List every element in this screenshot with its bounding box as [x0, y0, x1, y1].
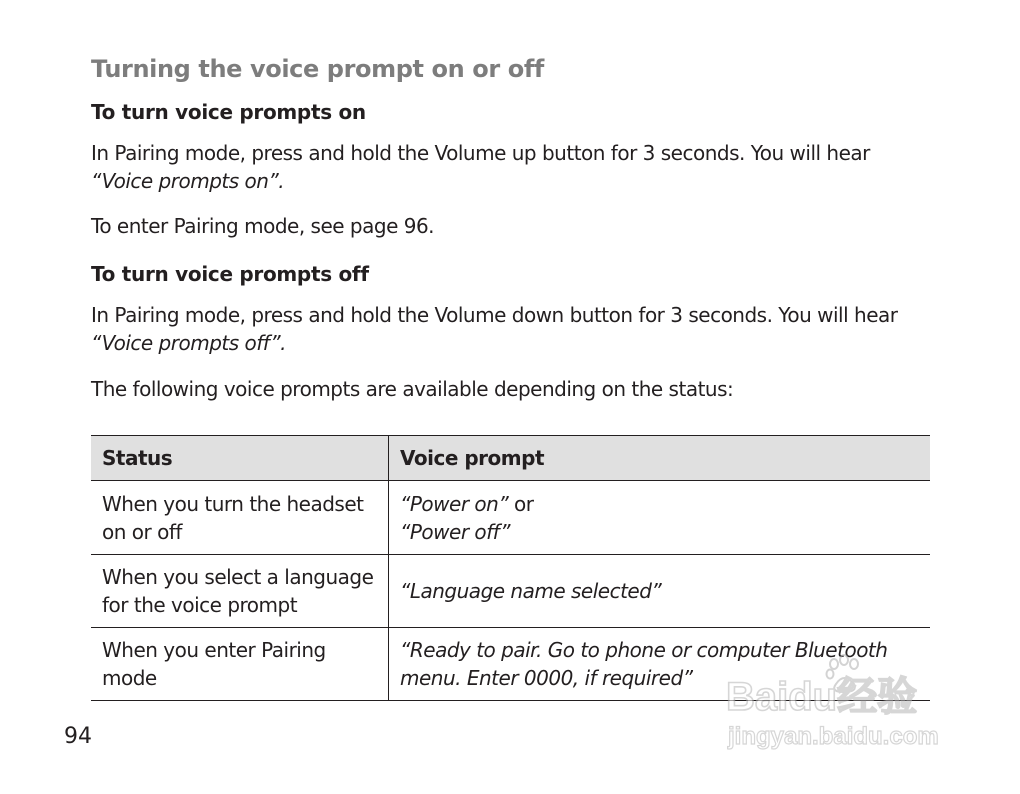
table-row [91, 628, 930, 701]
paragraph-following-prompts: The following voice prompts are available depending on the status: [91, 377, 734, 401]
paragraph-turn-on [91, 139, 870, 195]
prompt-text: menu. Enter 0000, if required” [400, 666, 693, 690]
status-text: When you select a language [102, 565, 374, 589]
status-cell [91, 555, 389, 628]
heading-turn-on: To turn voice prompts on [91, 100, 366, 124]
status-cell [91, 628, 389, 701]
header-voice-prompt: Voice prompt [400, 446, 544, 470]
status-text: for the voice prompt [102, 593, 298, 617]
prompt-text: “Language name selected” [400, 579, 662, 603]
table-row [91, 481, 930, 555]
prompt-text: “Power off” [400, 519, 510, 544]
status-text: mode [102, 666, 157, 690]
paragraph-turn-on-body: In Pairing mode, press and hold the Volume up button for 3 seconds. You will hear [91, 141, 870, 165]
header-status: Status [91, 436, 389, 481]
quote-voice-prompts-on: “Voice prompts on”. [91, 169, 285, 193]
paragraph-enter-pairing-note: To enter Pairing mode, see page 96. [91, 214, 435, 238]
prompt-cell [389, 481, 931, 555]
status-cell [91, 481, 389, 555]
prompt-text: “Ready to pair. Go to phone or computer Bluetooth [400, 638, 888, 662]
prompt-connector: or [508, 491, 534, 516]
voice-prompt-table [91, 435, 930, 701]
watermark-url-text: jingyan.baidu.com [728, 723, 939, 750]
table-row [91, 555, 930, 628]
page-title: Turning the voice prompt on or off [91, 55, 544, 83]
quote-voice-prompts-off: “Voice prompts off”. [91, 331, 286, 355]
status-text: When you enter Pairing [102, 638, 326, 662]
heading-turn-off: To turn voice prompts off [91, 262, 369, 286]
prompt-cell [389, 555, 931, 628]
page-number: 94 [64, 724, 92, 749]
status-text: on or off [102, 519, 182, 544]
paragraph-turn-off-body: In Pairing mode, press and hold the Volume down button for 3 seconds. You will hear [91, 303, 898, 327]
prompt-text: “Power on” [400, 491, 509, 516]
status-text: When you turn the headset [102, 491, 364, 516]
watermark-logo-text: Baidu经验 [726, 675, 918, 719]
prompt-cell [389, 628, 931, 701]
table-header-row [91, 436, 930, 481]
paragraph-turn-off [91, 301, 897, 357]
